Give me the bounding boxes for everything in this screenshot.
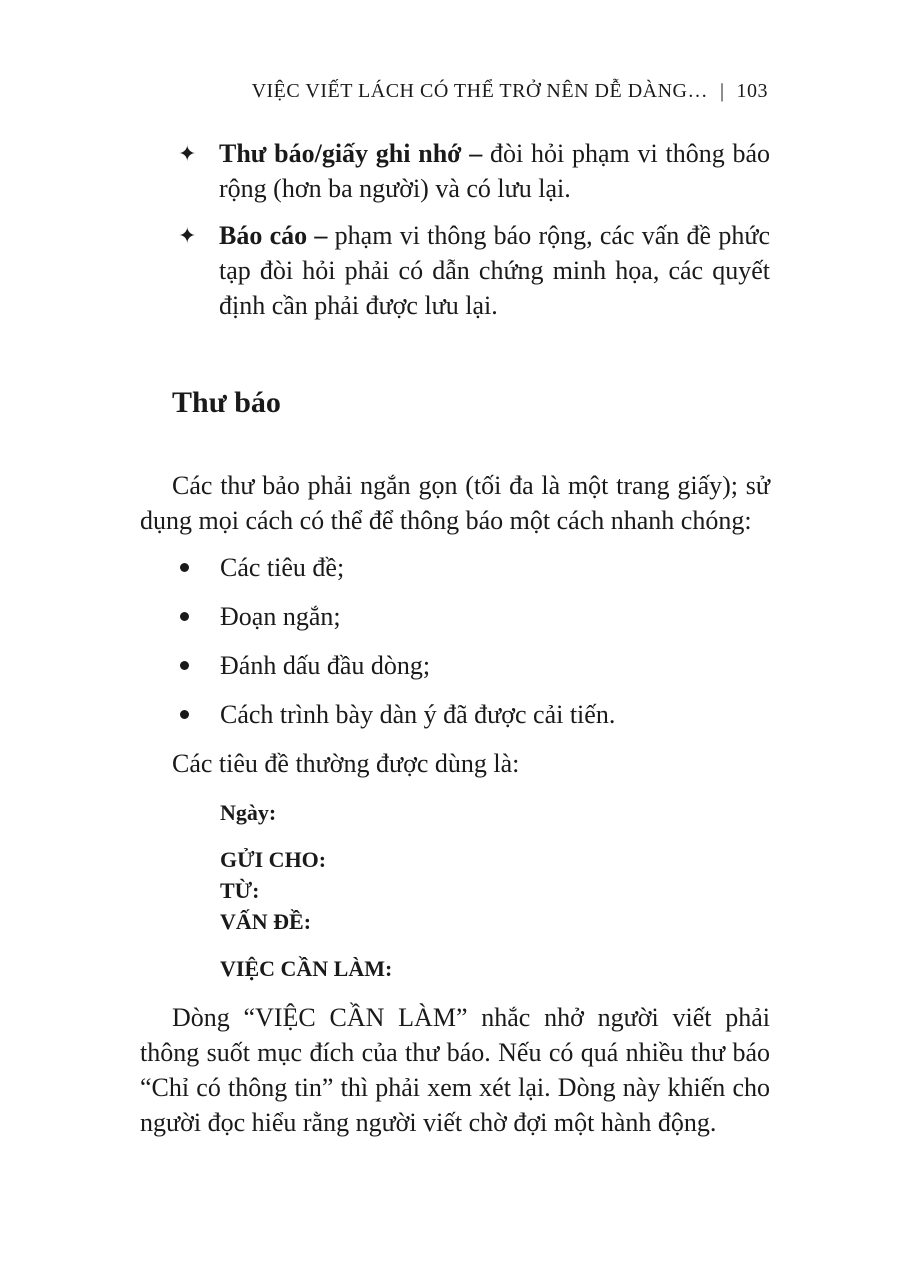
running-header-title: VIỆC VIẾT LÁCH CÓ THỂ TRỞ NÊN DỄ DÀNG… [251,80,708,102]
bullet-list-item [140,697,770,732]
running-header [252,80,768,103]
star-item-term: Thư báo/giấy ghi nhớ – [219,139,483,168]
bullet-list-item [140,550,770,585]
field-date: Ngày: [220,800,277,825]
header-separator: | [719,80,725,102]
field-to: GỬI CHO: [220,847,327,872]
bullet-dot-icon [180,661,189,670]
star-list-item [140,218,770,323]
star-item-description: đòi hỏi phạm vi thông báo rộng (hơn ba người) và có lưu lại. [219,139,771,203]
page-number: 103 [736,80,768,102]
star-item-description: phạm vi thông báo rộng, các vấn đề phức tạp đòi hỏi phải có dẫn chứng minh họa, các quyết định cần phải được lưu lại. [219,221,770,320]
bullet-text: Cách trình bày dàn ý đã được cải tiến. [220,700,616,729]
bullet-list [140,550,770,732]
bullet-list-item [140,599,770,634]
memo-fields-block [220,781,770,984]
bullet-dot-icon [180,563,189,572]
headings-intro: Các tiêu đề thường được dùng là: [172,749,520,778]
field-subject: VẤN ĐỀ: [220,909,312,934]
bullet-text: Đoạn ngắn; [220,602,341,631]
page-body [140,136,770,1140]
bullet-text: Đánh dấu đầu dòng; [220,651,431,680]
field-from: TỪ: [220,878,260,903]
bullet-dot-icon [180,710,189,719]
section-heading: Thư báo [172,386,281,419]
star-bullet-icon: ✦ [178,141,197,166]
bullet-dot-icon [180,612,189,621]
intro-paragraph: Các thư bảo phải ngắn gọn (tối đa là một trang giấy); sử dụng mọi cách có thể để thông báo một cách nhanh chóng: [140,471,770,535]
closing-paragraph: Dòng “VIỆC CẦN LÀM” nhắc nhở người viết phải thông suốt mục đích của thư báo. Nếu có quá nhiều thư báo “Chỉ có thông tin” thì phải xem xét lại. Dòng này khiến cho người đọc hiểu rằng người viết chờ đợi một hành động. [140,1003,770,1137]
star-list-item [140,136,770,206]
star-item-term: Báo cáo – [219,221,328,250]
bullet-text: Các tiêu đề; [220,553,345,582]
field-action: VIỆC CẦN LÀM: [220,956,393,981]
star-bullet-icon: ✦ [178,223,197,248]
bullet-list-item [140,648,770,683]
